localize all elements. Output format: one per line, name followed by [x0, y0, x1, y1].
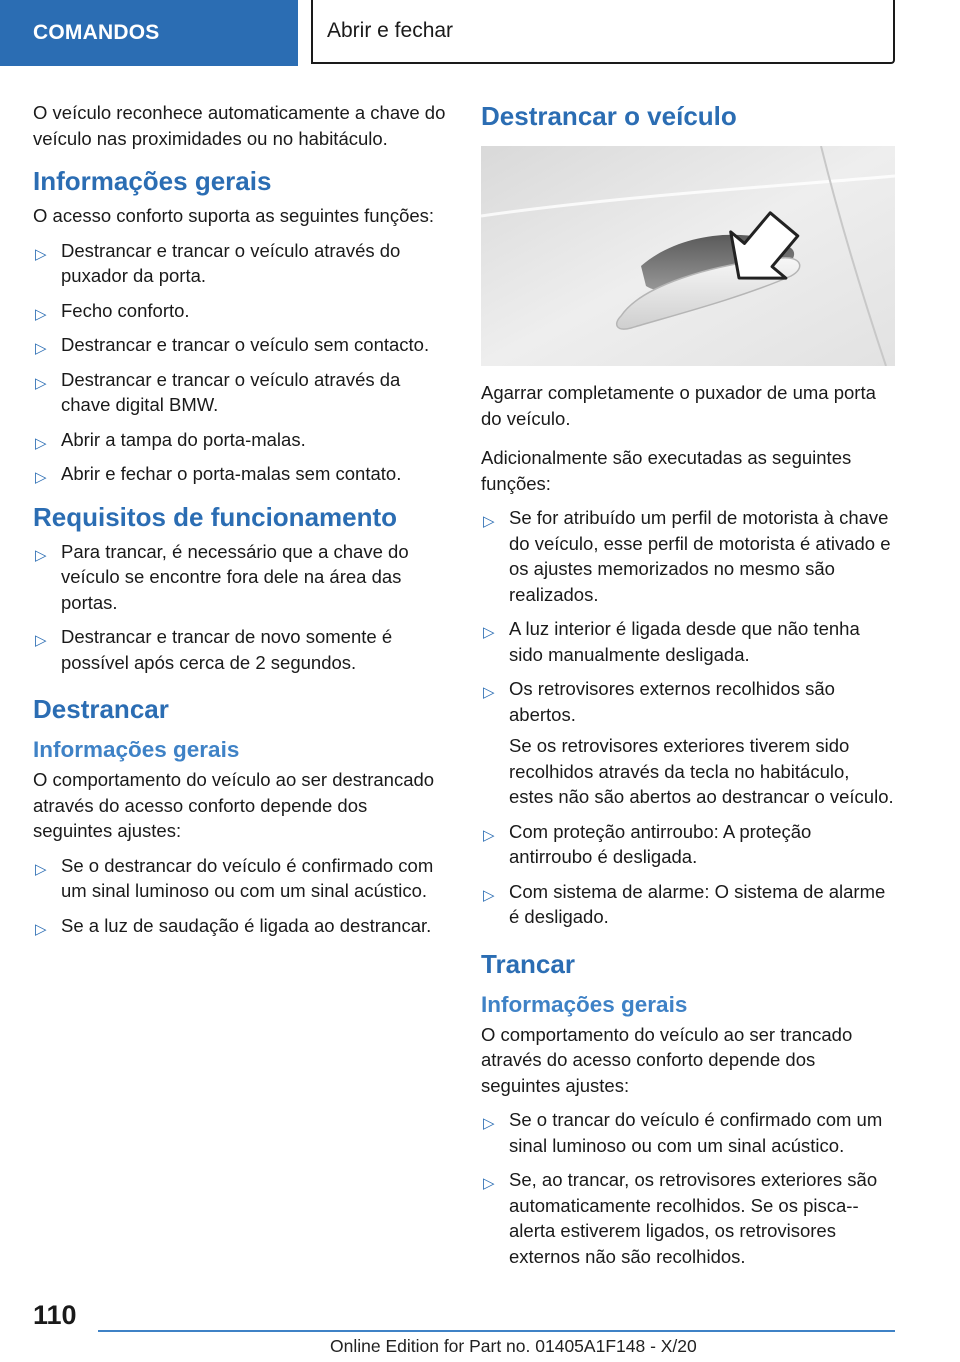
list-item: ▷ Destrancar e trancar o veículo através da chave digital BMW.: [35, 368, 401, 415]
triangle-bullet-icon: ▷: [35, 374, 47, 392]
triangle-bullet-icon: ▷: [35, 632, 47, 649]
list-item: ▷ Se for atribuído um perfil de motorista à chave do veículo, esse perfil de motorista é ativado e os ajustes memorizados no mesmo são realizados.: [483, 507, 891, 605]
triangle-bullet-icon: ▷: [35, 546, 47, 564]
list-item: ▷ Os retrovisores externos recolhidos são abertos. Se os retrovisores exteriores tiverem sido recolhidos através da tecla no habitáculo, estes não são abertos ao destrancar o veículo.: [481, 676, 896, 810]
unlock-text: O comportamento do veículo ao ser destrancado através do acesso conforto depende dos seguintes ajustes:: [33, 769, 435, 841]
triangle-bullet-icon: ▷: [483, 1175, 495, 1192]
triangle-bullet-icon: ▷: [35, 340, 47, 357]
list-item: ▷ Destrancar e trancar o veículo sem contacto.: [33, 332, 448, 358]
unlock-vehicle-heading: Destrancar o veículo: [481, 101, 737, 131]
chapter-title: Abrir e fechar: [327, 19, 454, 42]
mirror-note: Se os retrovisores exteriores tiverem sido recolhidos através da tecla no habitáculo, estes não são abertos ao destrancar o veículo.: [509, 735, 894, 807]
lock-text: O comportamento do veículo ao ser trancado através do acesso conforto depende dos seguintes ajustes:: [481, 1023, 853, 1096]
list-item: ▷ Se a luz de saudação é ligada ao destrancar.: [33, 913, 448, 939]
list-item: ▷ Abrir e fechar o porta-malas sem contato.: [33, 461, 448, 487]
list-item: ▷ Abrir a tampa do porta-malas.: [33, 427, 448, 453]
list-item: ▷ Com sistema de alarme: O sistema de alarme é desligado.: [483, 880, 886, 927]
additional-functions-text: Adicionalmente são executadas as seguintes funções:: [481, 447, 852, 494]
functions-list: [33, 238, 448, 487]
footer-divider: [98, 1330, 895, 1332]
intro-paragraph: O veículo reconhece automaticamente a chave do veículo nas proximidades ou no habitáculo.: [33, 102, 446, 149]
edition-footer: Online Edition for Part no. 01405A1F148 - X/20: [330, 1336, 697, 1356]
unlock-functions-list: [481, 505, 896, 930]
lock-settings-list: [481, 1107, 896, 1269]
triangle-bullet-icon: ▷: [483, 1115, 495, 1132]
page-number: 110: [33, 1300, 77, 1330]
lock-heading: Trancar: [481, 948, 575, 979]
triangle-bullet-icon: ▷: [35, 434, 47, 452]
lock-subheading: Informações gerais: [481, 991, 688, 1017]
triangle-bullet-icon: ▷: [35, 920, 47, 938]
list-item: ▷ Fecho conforto.: [33, 298, 448, 324]
chapter-header: [311, 0, 895, 64]
unlock-settings-list: [33, 853, 448, 939]
general-info-heading: Informações gerais: [33, 166, 272, 196]
triangle-bullet-icon: ▷: [483, 684, 495, 701]
triangle-bullet-icon: ▷: [35, 860, 47, 878]
list-item: ▷ Para trancar, é necessário que a chave do veículo se encontre fora dele na área das portas.: [35, 540, 409, 613]
section-tab: [0, 0, 298, 66]
triangle-bullet-icon: ▷: [35, 245, 47, 263]
requirements-list: [33, 539, 448, 676]
right-column: [481, 100, 896, 1278]
requirements-heading: Requisitos de funcionamento: [33, 501, 398, 532]
triangle-bullet-icon: ▷: [483, 513, 495, 530]
list-item: ▷ Se o destrancar do veículo é confirmado com um sinal luminoso ou com um sinal acústico.: [35, 854, 434, 901]
list-item: ▷ Se, ao trancar, os retrovisores exteriores são automaticamente recolhidos. Se os pisca--alerta estiverem ligados, os retrovisores externos não são recolhidos.: [483, 1169, 878, 1267]
list-item: ▷ A luz interior é ligada desde que não tenha sido manualmente desligada.: [483, 618, 860, 665]
list-item: ▷ Se o trancar do veículo é confirmado com um sinal luminoso ou com um sinal acústico.: [483, 1109, 883, 1156]
door-handle-illustration: [481, 146, 895, 366]
list-item: ▷ Destrancar e trancar de novo somente é possível após cerca de 2 segundos.: [35, 626, 393, 673]
triangle-bullet-icon: ▷: [483, 886, 495, 904]
list-item: ▷ Destrancar e trancar o veículo através do puxador da porta.: [35, 239, 401, 286]
unlock-subheading: Informações gerais: [33, 737, 240, 762]
list-item: ▷ Com proteção antirroubo: A proteção antirroubo é desligada.: [483, 820, 812, 867]
section-title: COMANDOS: [33, 21, 160, 44]
general-info-text: O acesso conforto suporta as seguintes funções:: [33, 205, 435, 226]
triangle-bullet-icon: ▷: [35, 469, 47, 486]
unlock-heading: Destrancar: [33, 694, 169, 724]
triangle-bullet-icon: ▷: [35, 305, 47, 323]
left-column: [33, 100, 448, 947]
grab-handle-text: Agarrar completamente o puxador de uma porta do veículo.: [481, 382, 876, 429]
triangle-bullet-icon: ▷: [483, 826, 495, 844]
triangle-bullet-icon: ▷: [483, 624, 495, 641]
